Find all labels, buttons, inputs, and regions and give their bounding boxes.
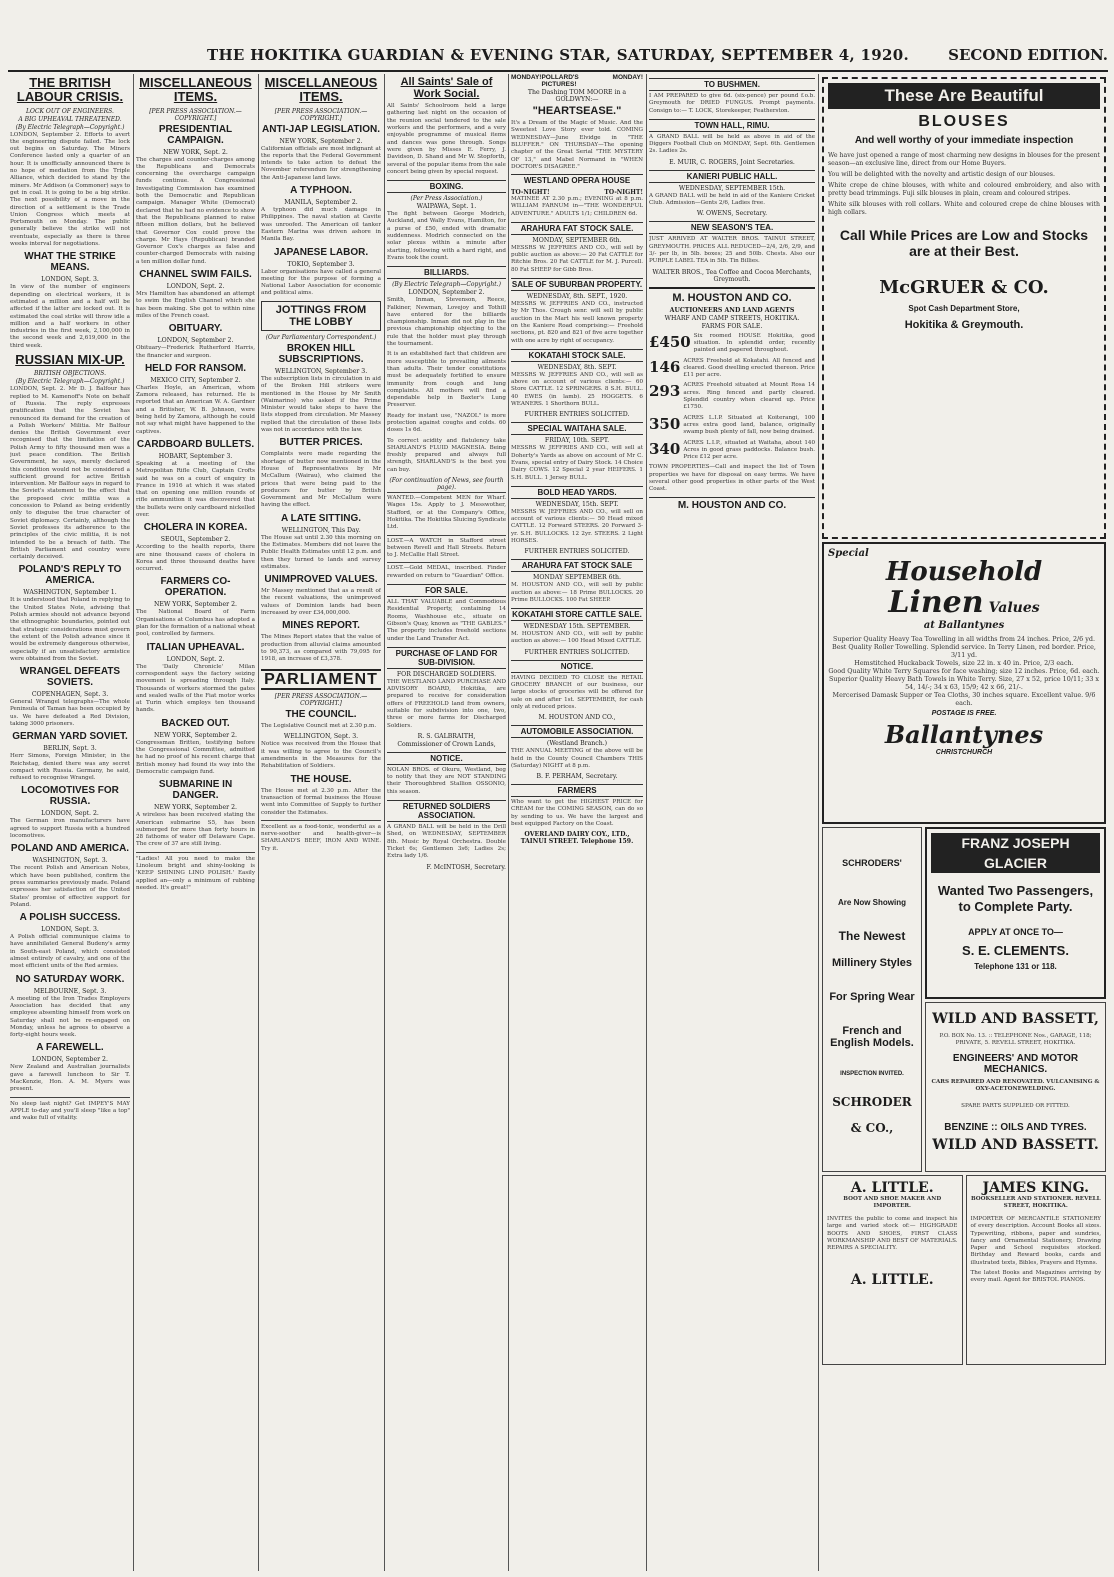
subheadline: THE HOUSE. xyxy=(290,773,352,785)
headline: FOR SALE. xyxy=(387,584,506,597)
headline: A POLISH SUCCESS. xyxy=(19,912,121,924)
advert-subheadline: at Ballantynes xyxy=(923,620,1005,631)
film-title: "HEARTSEASE." xyxy=(532,105,622,117)
cinema-name: POLLARD'S PICTURES! xyxy=(541,74,579,88)
article-text: The fight between George Modrich, Auckland, and Wally Evans, Hamilton, for a purse of £50, ended with dramatic suddenness. Modrich connected on the solar plexus within a minute after starting, following with a hard right, and Evans took the count. xyxy=(387,211,506,261)
credit-line: [PER PRESS ASSOCIATION.—COPYRIGHT.] xyxy=(274,693,368,708)
credit-line: [PER PRESS ASSOCIATION.—COPYRIGHT.] xyxy=(149,107,242,122)
classified-ad: NOLAN BROS. of Okuru, Westland, beg to notify that they are NOT STANDING their Thoroughbred Stallion OSSONIO, this season. xyxy=(387,766,506,795)
article-text: The German iron manufacturers have agreed to support Russia with a hundred locomotives. xyxy=(10,818,130,840)
article-text: All Saints' Schoolroom held a large gathering last night on the occasion of the reunion social tendered to the sale workers and the performers, and a very enjoyable programme of musical items and dances was gone through. Songs were given by Misses E. Ferry, J. Davidson, D. Shand and Mr W. Stopforth, several of the popular items from the sale concert being given by special request. xyxy=(387,103,506,175)
headline: LOCOMOTIVES FOR RUSSIA. xyxy=(21,785,119,808)
dateline: HOBART, September 3. xyxy=(158,452,233,460)
advert-text: INSPECTION INVITED. xyxy=(840,1071,904,1077)
credit-line: (Per Press Association.) xyxy=(410,195,483,203)
dateline: WELLINGTON, September 3. xyxy=(274,367,368,375)
subheadline: FARMERS CO-OPERATION. xyxy=(160,576,231,599)
notice-text: JUST ARRIVED AT WALTER BROS. TAINUI STREET, GREYMOUTH. PRICES ALL REDUCED—2/4, 2/6, 2/9, and 3/- per lb, in 5lb. boxes; 25 and 50lb. Chests. Also our PURPLE LABEL TEA in 5lb. Tin Billies. xyxy=(649,236,815,265)
notice-heading: KANIERI PUBLIC HALL. xyxy=(649,170,815,183)
advert-text: APPLY AT ONCE TO— xyxy=(968,927,1063,937)
signature: W. OWENS, Secretary. xyxy=(696,210,768,218)
farm-description: ACRES L.I.P. Situated at Koiterangi, 100 acres extra good land, balance, originally swamp bush plenty of fall, now being drained. xyxy=(683,414,815,436)
sale-date: WEDNESDAY 15th. SEPTEMBER. xyxy=(523,623,631,631)
little-advert xyxy=(822,1175,963,1365)
company-name: SCHRODER xyxy=(832,1095,912,1109)
headline: THE BRITISH LABOUR CRISIS. xyxy=(16,75,124,105)
advert-text: White silk blouses with roll collars. White and coloured crepe de chine blouses with high collars. xyxy=(828,201,1100,216)
article-text: It is understood that Poland in replying to the United States Note, advising that Polish armies should not advance beyond the ethnographic boundaries, pointed out that strategic considerations must govern the extent of the Polish advance since it would be extremely dangerous otherwise, especially if an unsatisfactory armistice were obtained from the Soviet. xyxy=(10,597,130,662)
farm-description: ACRES Freehold at Kokatahi. All fenced and cleared. Good dwelling erected thereon. Price £11 per acre. xyxy=(683,357,815,379)
glacier-advert xyxy=(925,827,1106,999)
credit-line: (By Electric Telegraph—Copyright.) xyxy=(15,123,125,131)
advert-text: Ready for instant use, "NAZOL" is more protection against coughs and colds. 60 doses 1s 6d. xyxy=(387,412,506,434)
entries-note: FURTHER ENTRIES SOLICITED. xyxy=(524,648,630,656)
company-name: JAMES KING. xyxy=(982,1180,1089,1196)
article-text: In view of the number of engineers depending on electrical workers, it is estimated a million and a half will be affected if the latter are locked out. It is estimated the coal strike will throw idle a million and a half workers in other industries in the first week, 2,100,000 in the second week and 2,619,000 in the third week. xyxy=(10,284,130,349)
entries-note: FURTHER ENTRIES SOLICITED. xyxy=(524,548,630,556)
advert-text: Are Now Showing xyxy=(838,898,906,907)
company-location: CHRISTCHURCH xyxy=(935,749,993,756)
contact-phone: Telephone 131 or 118. xyxy=(974,962,1057,971)
article-text: Labor organisations have called a general meeting for the purpose of forming a National Labor Association for economic and political aims. xyxy=(261,268,381,297)
subheadline: CHOLERA IN KOREA. xyxy=(143,522,248,534)
farm-acres: 340 xyxy=(649,439,681,458)
headline: POLAND AND AMERICA. xyxy=(10,843,130,855)
tonight-label: TO-NIGHT! xyxy=(604,188,643,196)
ads-stack xyxy=(925,827,1106,1172)
advert-text: We have just opened a range of most charming new designs in blouses for the present season—an exclusive line, direct from our Home Buyers. xyxy=(828,152,1100,167)
article-text: The House sat until 2.30 this morning on the Estimates. Members did not leave the Public Health Estimates until 12 p.m. and then they turned to lands and survey estimates. xyxy=(261,534,381,570)
linen-item: Good Quality White Terry Squares for face washing; size 12 inches. Price, 6d. each. xyxy=(828,667,1100,675)
article-text: Notice was received from the House that it was willing to agree to the Council's amendments in the Measures for the Rehabilitation of Soldiers. xyxy=(261,741,381,770)
agent-address: WHARF AND CAMP STREETS, HOKITIKA. xyxy=(664,314,800,322)
advert-headline: Millinery Styles xyxy=(831,957,913,969)
headline: MISCELLANEOUS ITEMS. xyxy=(264,75,378,105)
article-text: According to the health reports, there are nine thousand cases of cholera in Korea and three thousand deaths have occurred. xyxy=(136,544,255,573)
article-text: The charges and counter-charges among the Republicans and Democrats concerning the overcharge campaign funds continue. A Congressional Investigating Commission has examined both the Democratic and Republican campaign. Manager White (Democrat) declared that he had no evidence to show that the Republicans planned to raise fifteen million dollars, but he believed that Governor Cox could prove the charge. Mr Hays (Republican) branded Governor Cox's charges as false and counter-charged Democrats with raising a ten million dollar fund. xyxy=(136,156,255,265)
column-4 xyxy=(387,74,506,1571)
article-text: The recent Polish and American Notes, which have been published, confirm the press summaries previously made. Poland expresses her satisfaction of the United States' promise of effective support for Poland. xyxy=(10,865,130,908)
dateline: LONDON, Sept. 3. xyxy=(41,926,99,934)
linen-item: Hemstitched Huckaback Towels, size 22 in. x 40 in. Price, 2/3 each. xyxy=(854,659,1074,667)
sale-date: WEDNESDAY, SEPTEMBER 15th. xyxy=(678,184,786,192)
sale-heading: ARAHURA FAT STOCK SALE. xyxy=(511,222,643,235)
signature: OVERLAND DAIRY COY., LTD., TAINUI STREET. Telephone 159. xyxy=(520,831,634,846)
dateline: WASHINGTON, Sept. 3. xyxy=(32,857,108,865)
signature: F. McINTOSH, Secretary. xyxy=(426,863,506,871)
dateline: WASHINGTON, September 1. xyxy=(23,589,117,597)
article-text: A typhoon did much damage in Philippines. The naval station at Cavite was unroofed. The American oil tanker Eastern Marina was driven ashore in Manila Bay. xyxy=(261,207,381,243)
sale-heading: KOKATAHI STORE CATTLE SALE. xyxy=(512,610,642,620)
advert-headline: Household xyxy=(885,557,1043,587)
headline: All Saints' Sale of Work Social. xyxy=(400,76,493,101)
article-text: Obituary—Frederick Rutherford Harris, the financier and surgeon. xyxy=(136,345,255,359)
company-location: Hokitika & Greymouth. xyxy=(904,319,1024,331)
entries-note: FURTHER ENTRIES SOLICITED. xyxy=(524,411,630,419)
sale-date: (Westland Branch.) xyxy=(546,740,608,748)
credit-line: (By Electric Telegraph—Copyright.) xyxy=(392,281,501,289)
article-text: LONDON, September 2. Efforts to avert the engineering dispute failed. The lock out begins on Saturday. The Miners Conference lasted only a quarter of an hour. It is unofficially announced there is no hope of mediation from the Triple Alliance, which decided to stand by the miners. Mr Addison (a Commoner) says to get in coal. It is going to be a big strike. The next possibility of a move in the direction of a settlement is the Trade Union Congress which meets at Portsmouth on Monday. The public generally believe the strike will not eventuate, especially as there is three weeks interval for negotiations. xyxy=(10,131,130,248)
column-divider xyxy=(818,74,819,1571)
farm-description: ACRES L.I.P., situated at Waitaha, about 140 Acres in good grass paddocks. Balance bush. Price £12 per acre. xyxy=(683,439,815,461)
classified-ad: WANTED.—Competent MEN for Wharf. Wages 15s. Apply to J. Messwother, Stafford, or at the Company's Office, Hokitika. The Hokitika Sluicing Syndicate Ltd. xyxy=(387,492,506,531)
james-king-advert xyxy=(966,1175,1107,1365)
article-text: Speaking at a meeting of the Metropolitan Rifle Club, Captain Crofts said he was on a court of enquiry in France in 1916 at which it was stated that on opening one million rounds of rifle ammunition it was discovered that the bullets were only cardboard nickelled over. xyxy=(136,460,255,518)
advert-text: The latest Books and Magazines arriving by every mail. Agent for BRISTOL PIANOS. xyxy=(970,1270,1101,1284)
subheadline: CARDBOARD BULLETS. xyxy=(136,438,255,450)
article-text: A meeting of the Iron Trades Employers Association has decided that any employee absenting himself from work on Saturday shall not be re-engaged on Monday, unless he agrees to observe a forty-eight hours week. xyxy=(10,995,130,1039)
ads-row xyxy=(822,1175,1106,1365)
edition-label: SECOND EDITION. xyxy=(948,46,1108,64)
cinema-day: MONDAY! xyxy=(612,74,643,81)
advert-callout: Call While Prices are Low and Stocks are at their Best. xyxy=(839,227,1089,259)
headline: RETURNED SOLDIERS ASSOCIATION. xyxy=(387,800,506,822)
advert-headline: Linen xyxy=(888,585,984,620)
subheadline: CHANNEL SWIM FAILS. xyxy=(139,269,252,281)
wild-bassett-advert xyxy=(925,1002,1106,1172)
advert-headline: GLACIER xyxy=(931,853,1100,873)
subheadline: ITALIAN UPHEAVAL. xyxy=(146,641,245,653)
advert-text: CARS REPAIRED AND RENOVATED. VULCANISING & OXY-ACETONEWELDING. xyxy=(931,1079,1100,1092)
subheadline: OBITUARY. xyxy=(168,323,223,335)
column-6 xyxy=(649,74,815,1571)
notice-text: HAVING DECIDED TO CLOSE the RETAIL GROCERY BRANCH of our business, our large stocks of groceries will be offered for sale on and after 1st. SEPTEMBER, for cash only at reduced prices. xyxy=(511,674,643,710)
article-text: Mrs Hamilton has abandoned an attempt to swim the English Channel which she has been making. She got to within nine miles of the French coast. xyxy=(136,291,255,319)
subheadline: A TYPHOON. xyxy=(290,185,352,197)
advert-text: IMPORTER OF MERCANTILE STATIONERY of every description. Account Books all sizes. Typewriting, ribbons, paper and sundries, fancy and Ornamental Stationery, Drawing Paper and School requisites stocked. Birthday and Reward books, cards and illustrated texts, Bibles, Prayers and Hymns. xyxy=(970,1216,1101,1266)
article-text: Herr Simons, Foreign Minister, in the Reichstag, denied there was any secret compact with Russia. Germany, he said, refused to recognise Wrangel. xyxy=(10,753,130,782)
column-divider xyxy=(508,74,509,1571)
ads-row xyxy=(822,827,1106,1172)
advert-headline: ENGINEERS' AND MOTOR MECHANICS. xyxy=(952,1053,1079,1075)
headline: NOTICE. xyxy=(387,752,506,765)
headline: MISCELLANEOUS ITEMS. xyxy=(139,75,252,105)
sale-text: MESSRS W. JEFFRIES AND CO., will sell by public auction as above:— 20 Fat CATTLE for Ritchie Bros. 20 Fat CATTLE for M. J. Purcell. 80 Fat SHEEP for Gibb Bros. xyxy=(511,244,643,273)
article-text: Mr Massey mentioned that as a result of the recent valuations, the unimproved values of Dominion lands had been increased by over £34,000,000. xyxy=(261,588,381,617)
headline: NO SATURDAY WORK. xyxy=(15,973,125,985)
notice-text: Who want to get the HIGHEST PRICE for CREAM for the COMING SEASON, can do so by sending to us. We have the largest and best equipped Factory on the Coast. xyxy=(511,799,643,828)
notice-text: A GRAND BALL will be held as above in aid of the Diggers Football Club on MONDAY, Sept. 6th. Gentlemen 2s. Ladies 2s. xyxy=(649,133,815,155)
classified-ad: A GRAND BALL will be held in the Drill Shed, on WEDNESDAY, SEPTEMBER 8th. Music by Royal Orchestra. Double Ticket 6s; Gentlemen 3s6; Ladies 2s; Extra lady 1/6. xyxy=(387,824,506,860)
credit-line: (By Electric Telegraph—Copyright.) xyxy=(15,378,125,386)
advert-subheadline: And well worthy of your immediate inspection xyxy=(854,135,1074,146)
subheadline: LOCK OUT OF ENGINEERS. xyxy=(26,107,114,115)
article-text: The 'Daily Chronicle' Milan correspondent says the factory seizing movement is spreading through Italy. Thousands of workers stormed the gates and sealed walls of the Fiat motor works at Turin which employs ten thousand hands. xyxy=(136,663,255,714)
tonight-label: TO-NIGHT! xyxy=(511,188,550,196)
linen-item: Mercerised Damask Supper or Tea Cloths, 30 inches square. Excellent value. 9/6 each. xyxy=(832,691,1096,707)
sale-heading: KOKATAHI STOCK SALE. xyxy=(511,349,643,362)
company-tagline: BOOT AND SHOE MAKER AND IMPORTER. xyxy=(843,1196,942,1209)
dateline: BERLIN, Sept. 3. xyxy=(43,745,97,753)
notice-text: A GRAND BALL will be held in aid of the Kaniere Cricket Club. Admission—Gents 2/6, Ladies free. xyxy=(649,192,815,207)
company-contact: P.O. BOX No. 13. :: TELEPHONE Nos., GARAGE, 118; PRIVATE, 5. REVELL STREET, HOKITIKA. xyxy=(939,1033,1092,1046)
subheadline: BUTTER PRICES. xyxy=(279,437,363,449)
advert-text: To correct acidity and flatulency take SHARLAND'S FLUID MAGNESIA. Being freshly prepared and always full strength, SHARLAND'S is the best you can buy. xyxy=(387,437,506,473)
dateline: NEW YORK, September 2. xyxy=(154,731,237,739)
farm-description: ACRES Freehold situated at Mount Rosa 14 acres. Ring fenced and partly cleared. Splendid country when cleared up. Price £1750. xyxy=(683,382,815,411)
farm-acres: 350 xyxy=(649,414,681,433)
headline: PARLIAMENT xyxy=(261,669,381,691)
company-logo: Ballantynes xyxy=(884,720,1044,749)
headline: WRANGEL DEFEATS SOVIETS. xyxy=(19,666,121,689)
theatre-description: MATINEE AT 2.30 p.m.; EVENING at 8 p.m. WILLIAM FARNUM in—"THE WONDERFUL ADVENTURE." ADULTS 1/1; CHILDREN 6d. xyxy=(511,195,643,217)
sale-text: M. HOUSTON AND CO., will sell by public auction as above:— 18 Prime BULLOCKS. 20 Prime BULLOCKS. 100 Fat SHEEP. xyxy=(511,582,643,603)
advert-text: No sleep last night? Get IMPEY'S MAY APPLE to-day and you'll sleep "like a top" and wake full of vitality. xyxy=(10,1097,130,1123)
column-7 xyxy=(822,74,1106,1571)
farm-acres: 293 xyxy=(649,382,681,401)
company-tagline: BOOKSELLER AND STATIONER. REVELL STREET, HOKITIKA. xyxy=(970,1196,1101,1209)
dateline: SEOUL, September 2. xyxy=(160,536,231,544)
dateline: COPENHAGEN, Sept. 3. xyxy=(31,691,109,699)
farm-description: Six roomed HOUSE Hokitika, good situation. In splendid order, recently painted and papered throughout. xyxy=(693,332,815,354)
company-name: & CO., xyxy=(850,1121,894,1135)
agent-tagline: AUCTIONEERS AND LAND AGENTS xyxy=(669,306,795,314)
headline: JOTTINGS FROM THE LOBBY xyxy=(261,301,381,331)
notice-heading: NEW SEASON'S TEA. xyxy=(649,221,815,234)
subheadline: A LATE SITTING. xyxy=(281,512,361,524)
advert-text: "Ladies! All you need to make the Linoleum bright and shiny-looking is 'KEEP SHINING LINO POLISH.' Easily applied an—only a minimum of rubbing needed. It's great!" xyxy=(136,852,255,892)
article-text: Smith, Inman, Stevenson, Reece, Falkiner, Newman, Lovejoy and Tothill have entered for the billiards championship. Inman did not play in the previous championship objecting to the rule that the holder must play through the tournament. xyxy=(387,297,506,348)
dateline: LONDON, Sept. 2. xyxy=(166,283,225,291)
theatre-name: WESTLAND OPERA HOUSE xyxy=(511,174,643,186)
dateline: MEXICO CITY, September 2. xyxy=(150,376,241,384)
headline: WHAT THE STRIKE MEANS. xyxy=(24,251,116,274)
article-text: The subscription lists in circulation in aid of the Broken Hill strikers were mentioned in the House by Mr Smith (Waimarino) who asked if the Prime Minister would take steps to have the lists stopped from circulation. Mr Massey replied that the circulation of these lists was not in accordance with the law. xyxy=(261,375,381,434)
farm-listing xyxy=(649,415,815,437)
headline: GERMAN YARD SOVIET. xyxy=(12,731,128,743)
headline: PURCHASE OF LAND FOR SUB-DIVISION. xyxy=(387,647,506,669)
subheadline: A BIG UPHEAVAL THREATENED. xyxy=(18,115,122,123)
article-text: General Wrangel telegraphs—The whole Peninsula of Taman has been occupied by us. We have defeated a Red Division, taking 3000 prisoners. xyxy=(10,699,130,727)
dateline: NEW YORK, September 2. xyxy=(154,804,237,812)
postage-note: POSTAGE IS FREE. xyxy=(931,710,997,717)
signature: E. MUIR, C. ROGERS, Joint Secretaries. xyxy=(669,158,795,166)
headline: BOXING. xyxy=(387,180,506,193)
schroders-advert xyxy=(822,827,922,1172)
company-name: McGRUER & CO. xyxy=(879,277,1049,298)
sale-heading: BOLD HEAD YARDS. xyxy=(511,486,643,499)
article-text: A Polish official communique claims to have annihilated General Budeny's army in South-east Poland, which consisted almost entirely of cavalry, and one of the most efficient units of the Red armies. xyxy=(10,934,130,970)
cinema-description: It's a Dream of the Magic of Music. And the Sweetest Love Story ever told. COMING WEDNESDAY—June Elvidge in "THE BLUFFER." ON THURSDAY—The opening chapter of the Great Serial "THE MYSTERY OF 13," and Mabel Normand in "WHEN DOCTOR'S DISAGREE." xyxy=(511,120,643,170)
subheadline: BRITISH OBJECTIONS. xyxy=(34,370,106,378)
sale-text: MESSRS W. JEFFRIES AND CO., instructed by Mr Thos. Crough senr. will sell by public auction in the Mart his well known property on the Kaniere Road comprising:— Freehold sections, pt. 820 and 821 of five acre together with one acre by right of occupancy. xyxy=(511,301,643,344)
advert-text: It is an established fact that children are more susceptible to prevailing ailments than adults. Their tender constitutions must be adequately fortified to ensure immunity from cough and lung complaints. All mothers will find a dependable help in Baxter's Lung Preserver. xyxy=(387,351,506,409)
company-tagline: Spot Cash Department Store, xyxy=(908,304,1020,313)
masthead xyxy=(8,46,1108,68)
dateline: TOKIO, September 3. xyxy=(287,260,355,268)
advert-headline: Values xyxy=(988,600,1040,616)
cinema-line: The Dashing TOM MOORE in a GOLDWYN:— xyxy=(527,89,627,103)
advert-headline: The Newest xyxy=(838,929,906,943)
advert-headline: BENZINE :: OILS AND TYRES. xyxy=(944,1122,1087,1133)
notice-heading: NOTICE. xyxy=(511,660,643,673)
column-1 xyxy=(10,74,130,1571)
notice-heading: TOWN HALL, RIMU. xyxy=(649,119,815,132)
article-text: Complaints were made regarding the shortage of butter now mentioned in the House of Representatives by Mr McCallum (Wairau), who claimed the prices that were being paid to the producers for butter by British Government and Mr McCallum were having the effect. xyxy=(261,451,381,509)
article-text: The Mines Report states that the value of production from alluvial claims amounted to 90,373, as compared with 79,095 for 1918, an increase of £3,378. xyxy=(261,634,381,663)
signature: WALTER BROS., Tea Coffee and Cocoa Merchants, Greymouth. xyxy=(652,268,812,283)
farm-listing xyxy=(649,333,815,355)
dateline: LONDON, Sept. 2. xyxy=(41,810,99,818)
column-divider xyxy=(646,74,647,1571)
notice-text: I AM PREPARED to give 6d. (six-pence) per pound f.o.b. Greymouth for DRIED FUNGUS. Prompt payments. Consign to:— T. LOCK, Storekeeper, Featherston. xyxy=(649,93,815,114)
dateline: LONDON, September 2. xyxy=(157,337,234,345)
subheadline: SUBMARINE IN DANGER. xyxy=(158,779,233,802)
dateline: WELLINGTON, This Day. xyxy=(281,526,361,534)
article-text: Californian officials are most indignant at the reports that the Federal Government intends to take action to defeat the November referendum for strengthening the Anti-Japanese land laws. xyxy=(261,145,381,181)
dateline: LONDON, September 2. xyxy=(32,1056,108,1064)
dateline: NEW YORK, Sept. 2. xyxy=(163,148,228,156)
dateline: WAIPAWA, Sept. 1. xyxy=(416,203,477,211)
linen-item: Best Quality Roller Towelling. Splendid service. In Terry Linen, red border. Price, 3/11 yd. xyxy=(832,643,1096,659)
sale-date: MONDAY SEPTEMBER 6th. xyxy=(532,574,621,582)
dateline: NEW YORK, September 2. xyxy=(279,137,363,145)
sale-text: M. HOUSTON AND CO., will sell by public auction as above:— 100 Head Mixed CATTLE. xyxy=(511,631,643,645)
column-divider xyxy=(384,74,385,1571)
subheadline: UNIMPROVED VALUES. xyxy=(264,574,378,586)
sale-date: WEDNESDAY, 8th. SEPT. xyxy=(537,363,617,371)
column-divider xyxy=(258,74,259,1571)
company-name: SCHRODERS' xyxy=(842,858,902,868)
farm-listing xyxy=(649,440,815,462)
sale-heading: ARAHURA FAT STOCK SALE xyxy=(511,559,643,572)
notice-text: THE ANNUAL MEETING of the above will be held in the County Council Chambers THIS (Saturday) NIGHT at 8 p.m. xyxy=(511,748,643,769)
advert-headline: FRANZ JOSEPH xyxy=(931,833,1100,853)
article-text: Congressman Britten, testifying before the Congressional Committee, admitted he had no proof of his recent charge that British money had found its way into the Democratic campaign fund. xyxy=(136,739,255,775)
subheadline: JAPANESE LABOR. xyxy=(273,246,369,258)
cinema-day: MONDAY! xyxy=(511,74,542,81)
column-2 xyxy=(136,74,255,1571)
article-text: LONDON, Sept. 2. Mr D. J. Balfour has replied to M. Kamenoff's Note on behalf of Russia. The reply expresses gratification that the Soviet has renounced its demand for the creation of a Polish Workers' Militia. Mr Balfour denies the British Government ever recognised that the limitation of the Polish Army to fifty thousand men was a just peace condition. The British Government, he says, merely declared this condition would not be considered a sufficient ground for active British intervention. Mr Balfour says in regard to the Soviet's statement to the effect that the proposed civic militia was a concession to Poland as being evidently only to disguise the true character of Soviet diplomacy. Certainly, although the Soviet professes its adherence to the principles of the civic militia, it is not intended to be a breach of faith. The British Parliament and country were certainly deceived. xyxy=(10,386,130,561)
column-5 xyxy=(511,74,643,1571)
subheadline: MINES REPORT. xyxy=(282,620,360,632)
column-divider xyxy=(133,74,134,1571)
dateline: LONDON, Sept. 2. xyxy=(166,655,225,663)
dateline: MANILA, September 2. xyxy=(284,199,358,207)
sale-text: MESSRS W. JEFFRIES AND CO., will sell as above on account of various clients:— 60 Store CATTLE. 12 SPRINGERS. 8 S.H. BULL. 40 EWES (in lamb). 25 HOGGETS. 6 WEANERS. 1 Shorthorn BULL. xyxy=(511,371,643,408)
advert-text: INVITES the public to come and inspect his large and varied stock of:— HIGHGRADE BOOTS AND SHOES, FIRST CLASS WORKMANSHIP AND BEST OF MATERIALS. REPAIRS A SPECIALITY. xyxy=(827,1216,958,1252)
article-text: New Zealand and Australian journalists gave a farewell luncheon to Sir T. MacKenzie, Hon. A. M. Myers was present. xyxy=(10,1064,130,1093)
subheadline: FOR DISCHARGED SOLDIERS. xyxy=(396,670,497,678)
masthead-rule xyxy=(8,70,1108,72)
dateline: NEW YORK, September 2. xyxy=(154,601,237,609)
agent-name: M. HOUSTON AND CO. xyxy=(649,287,815,304)
advert-text: You will be delighted with the novelty and artistic design of our blouses. xyxy=(828,171,1055,178)
cinema-banner xyxy=(511,74,643,88)
article-text: A wireless has been received stating the American submarine S5, has been submerged for more than forty hours in 28 fathoms of water off Delaware Cape. The crew of 37 are still living. xyxy=(136,812,255,848)
article-text: The House met at 2.30 p.m. After the transaction of formal business the House went into Committee of Supply to further consider the Estimates. xyxy=(261,787,381,816)
headline: A FAREWELL. xyxy=(36,1042,104,1054)
company-name: WILD AND BASSETT, xyxy=(932,1011,1099,1027)
farm-listing xyxy=(649,358,815,380)
theatre-banner xyxy=(511,189,643,196)
subheadline: BROKEN HILL SUBSCRIPTIONS. xyxy=(278,342,364,365)
dateline: LONDON, Sept. 3. xyxy=(41,276,99,284)
article-text: The National Board of Farm Organisations at Columbus has adopted a plan for the formation of a national wheat pool, controlled by farmers. xyxy=(136,609,255,638)
continuation-note: (For continuation of News, see fourth page). xyxy=(389,477,504,492)
advert-text: White crepe de chine blouses, with white and coloured embroidery, and also with pretty bead trimmings. Fuji silk blouses in plain, cream and coloured stripes. xyxy=(828,182,1100,197)
linen-item: Superior Quality Heavy Tea Towelling in all widths from 24 inches. Price, 2/6 yd. xyxy=(833,635,1095,643)
article-text: The Legislative Council met at 2.30 p.m. xyxy=(261,723,377,730)
masthead-title: THE HOKITIKA GUARDIAN & EVENING STAR, SATURDAY, SEPTEMBER 4, 1920. xyxy=(206,46,909,64)
credit-line: [PER PRESS ASSOCIATION.—COPYRIGHT.] xyxy=(274,107,368,122)
signature: B. F. PERHAM, Secretary. xyxy=(536,773,618,781)
dateline: WELLINGTON, Sept. 3. xyxy=(283,733,359,741)
advert-text: Excellent as a food-tonic, wonderful as a nerve-soother and health-giver—is SHARLAND'S BEEF, IRON AND WINE. Try it. xyxy=(261,820,381,853)
blouses-advert xyxy=(822,77,1106,539)
sale-heading: SALE OF SUBURBAN PROPERTY. xyxy=(511,280,643,290)
notice-heading: FARMERS xyxy=(511,784,643,797)
classified-ad: LOST.—A WATCH in Stafford street between Revell and Hall Streets. Return to J. McCallie Hall Street. xyxy=(387,535,506,560)
company-name: A. LITTLE. xyxy=(850,1180,934,1196)
advert-headline: French and English Models. xyxy=(830,1025,914,1049)
linen-item: Superior Quality Heavy Bath Towels in White Terry. Size, 27 x 52, price 10/11; 33 x 54, 14/-; 34 x 63, 15/9; 42 x 66, 21/-. xyxy=(828,675,1100,691)
classified-ad: THE WESTLAND LAND PURCHASE AND ADVISORY BOARD, Hokitika, are prepared to receive for consideration offers of FREEHOLD land from owners, suitable for subdivision into one, two, three or more farms for Discharged Soldiers. xyxy=(387,678,506,729)
column-3 xyxy=(261,74,381,1571)
advert-headline: These Are Beautiful xyxy=(828,83,1100,109)
sale-heading: SPECIAL WAITAHA SALE. xyxy=(511,422,643,435)
dateline: MELBOURNE, Sept. 3. xyxy=(33,987,107,995)
headline: RUSSIAN MIX-UP. xyxy=(15,352,125,368)
agent-name: M. HOUSTON AND CO. xyxy=(649,497,815,511)
subheadline: THE COUNCIL. xyxy=(285,709,357,721)
signature: M. HOUSTON AND CO., xyxy=(538,714,616,722)
subheadline: HELD FOR RANSOM. xyxy=(144,362,247,374)
classified-ad: LOST.—Gold MEDAL, inscribed. Finder rewarded on return to "Guardian" Office. xyxy=(387,562,506,580)
advert-headline: BLOUSES xyxy=(918,113,1010,130)
company-name: WILD AND BASSETT. xyxy=(932,1137,1099,1153)
dateline: LONDON, September 2. xyxy=(408,289,485,297)
article-text: Charles Hoyle, an American, whom Zamora released, has returned. He is reported that an American W. A. Gardner and a Britisher, W. B. Johnson, were being held by Zamora, although he could not say what might have happened to the captives. xyxy=(136,384,255,435)
contact-name: S. E. CLEMENTS. xyxy=(962,943,1069,958)
advert-headline: For Spring Wear xyxy=(829,991,915,1003)
advert-label: Special xyxy=(828,548,869,559)
sale-date: WEDNESDAY, 8th. SEPT., 1920. xyxy=(526,293,628,301)
headline: BILLIARDS. xyxy=(387,266,506,279)
subheadline: ANTI-JAP LEGISLATION. xyxy=(262,123,380,135)
advert-subheadline: Wanted Two Passengers, to Complete Party. xyxy=(937,883,1094,914)
signature: Commissioner of Crown Lands, xyxy=(397,740,496,748)
credit-line: (Our Parliamentary Correspondent.) xyxy=(265,333,377,341)
notice-text: TOWN PROPERTIES—Call and inspect the list of Town properties we have for disposal on easy terms. We have several other good properties in other parts of the West Coast. xyxy=(649,464,815,493)
subheadline: PRESIDENTIAL CAMPAIGN. xyxy=(158,123,233,146)
sale-date: MONDAY, SEPTEMBER 6th. xyxy=(532,236,622,244)
farm-listing xyxy=(649,382,815,411)
advert-text: SPARE PARTS SUPPLIED OR FITTED. xyxy=(961,1103,1070,1109)
sale-date: WEDNESDAY, 15th. SEPT. xyxy=(535,500,619,508)
farms-heading: FARMS FOR SALE. xyxy=(701,322,763,330)
classified-ad: ALL THAT VALUABLE and Commodious Residential Property, containing 14 Rooms, Washhouse etc., situate on Gibson's Quay, known as "THE GABLES." The property includes freehold sections under the Land Transfer Act. xyxy=(387,599,506,642)
farm-acres: 146 xyxy=(649,357,681,376)
company-name: A. LITTLE. xyxy=(850,1272,934,1289)
farm-price: £450 xyxy=(649,332,691,351)
sale-date: FRIDAY, 10th. SEPT. xyxy=(544,437,610,445)
subheadline: BACKED OUT. xyxy=(161,717,230,729)
notice-heading: AUTOMOBILE ASSOCIATION. xyxy=(511,725,643,738)
ballantynes-advert xyxy=(822,542,1106,824)
headline: POLAND'S REPLY TO AMERICA. xyxy=(18,564,122,587)
notice-heading: TO BUSHMEN. xyxy=(649,78,815,91)
sale-text: MESSRS W. JEFFRIES AND CO., will sell at Doherty's Yards as above on account of Mr C. Evans, special entry of Dairy Stock. 14 Choice Dairy COWS. 12 Special 2 year HEIFERS. 1 S.H. BULL. 1 Jersey BULL. xyxy=(511,445,643,481)
sale-text: MESSRS W. JEFFRIES AND CO., will sell on account of various clients:— 50 Head mixed CATTLE. 12 Forward STEERS. 20 Forward 3-yr. S.H. BULLOCKS. 12 2yr. STEERS. 2 Light HORSES. xyxy=(511,508,643,544)
signature: R. S. GALBRAITH, xyxy=(417,732,476,740)
